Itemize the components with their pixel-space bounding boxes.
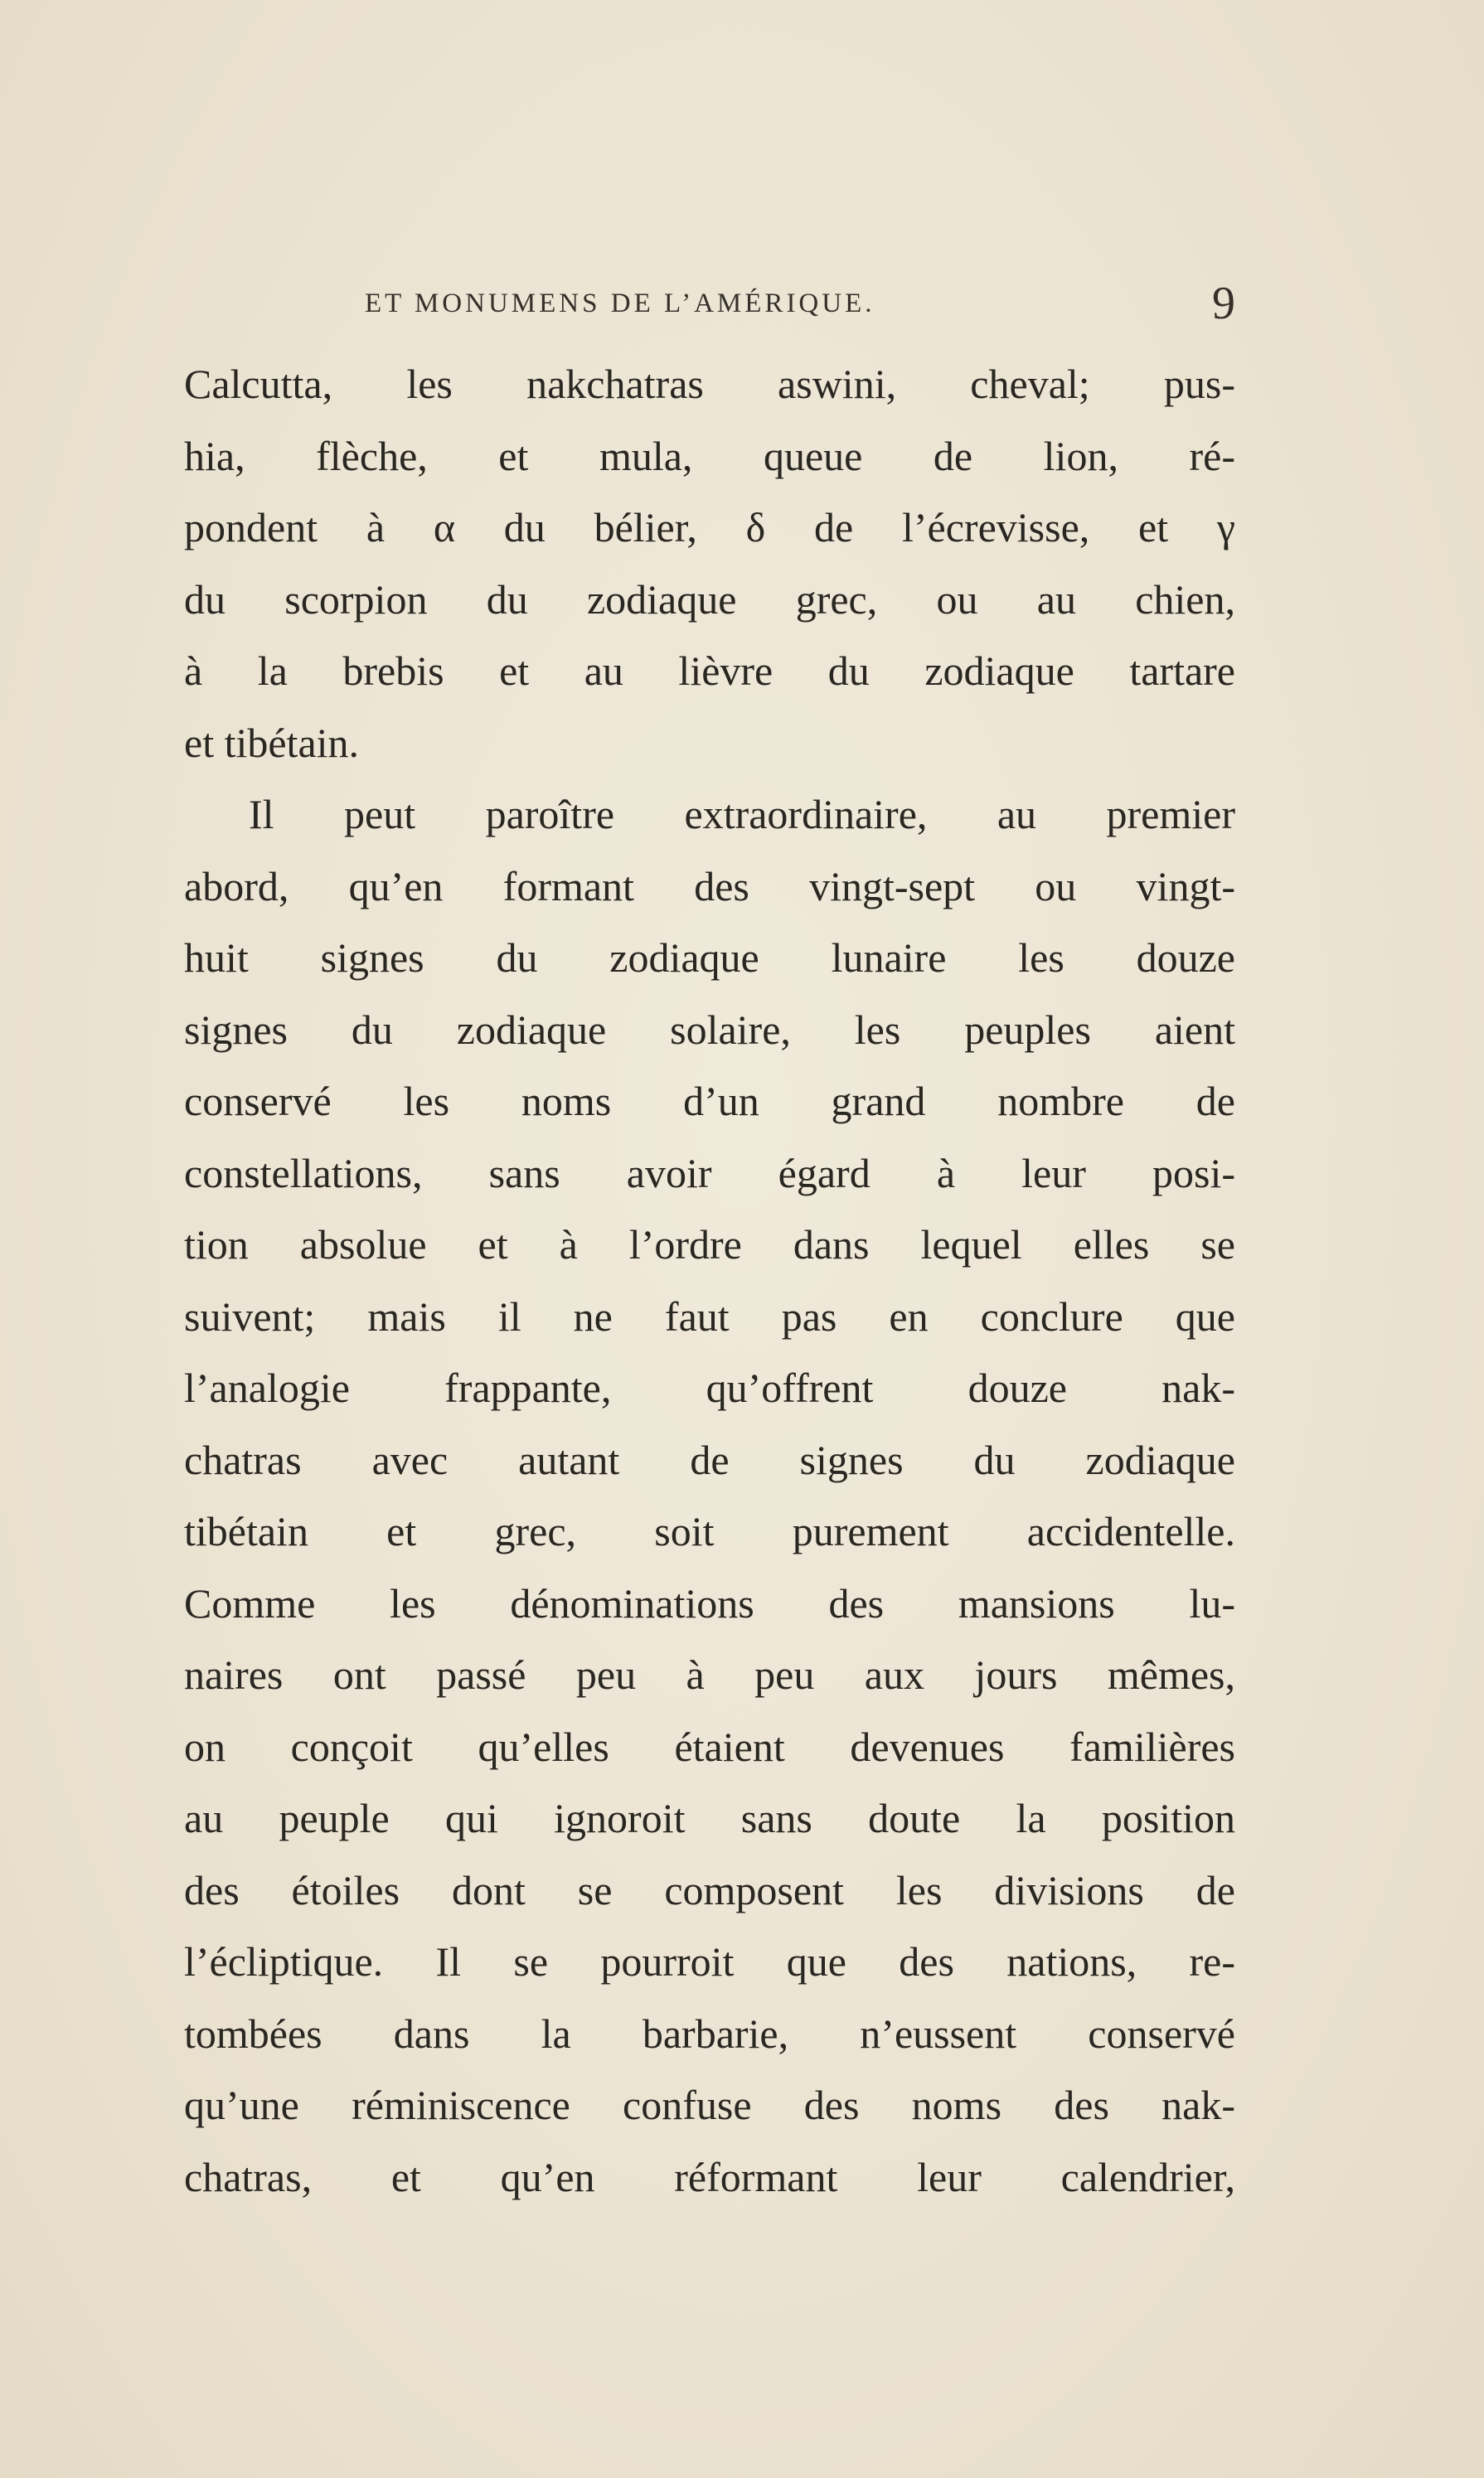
text-line: huit signes du zodiaque lunaire les douze [184,934,1235,981]
running-head: ET MONUMENS DE L’AMÉRIQUE. [365,289,875,318]
text-line: qu’une réminiscence confuse des noms des nak- [184,2082,1235,2128]
text-line: Comme les dénominations des mansions lu- [184,1579,1235,1627]
text-line: signes du zodiaque solaire, les peuples aient [184,1006,1235,1053]
text-line: chatras avec autant de signes du zodiaque [184,1436,1235,1483]
text-line: pondent à α du bélier, δ de l’écrevisse, et γ [184,504,1235,550]
text-line: suivent; mais il ne faut pas en conclure que [184,1292,1235,1340]
text-line: à la brebis et au lièvre du zodiaque tartare [184,647,1235,694]
text-line: on conçoit qu’elles étaient devenues familières [184,1723,1235,1770]
text-line: abord, qu’en formant des vingt-sept ou vingt- [184,862,1235,909]
text-line: l’analogie frappante, qu’offrent douze nak- [184,1365,1235,1411]
text-line: constellations, sans avoir égard à leur posi- [184,1149,1235,1196]
text-line: Il peut paroître extraordinaire, au premier [249,791,1235,837]
text-line: hia, flèche, et mula, queue de lion, ré- [184,432,1235,479]
page-number: 9 [1212,278,1235,329]
text-line: naires ont passé peu à peu aux jours mêmes, [184,1651,1235,1698]
text-line: l’écliptique. Il se pourroit que des nations, re- [184,1938,1235,1985]
text-line: tombées dans la barbarie, n’eussent conservé [184,2010,1235,2057]
text-line: Calcutta, les nakchatras aswini, cheval; pus- [184,361,1235,407]
text-line: tion absolue et à l’ordre dans lequel elles se [184,1221,1235,1268]
text-line: du scorpion du zodiaque grec, ou au chien, [184,575,1235,623]
text-line: des étoiles dont se composent les divisions de [184,1866,1235,1913]
page-header [365,280,1235,347]
text-line: conservé les noms d’un grand nombre de [184,1078,1235,1124]
text-line: et tibétain. [184,719,360,766]
text-line: chatras, et qu’en réformant leur calendrier, [184,2153,1235,2200]
body-text [184,348,1235,2213]
text-line: au peuple qui ignoroit sans doute la position [184,1795,1235,1841]
text-line: tibétain et grec, soit purement accidentelle. [184,1508,1235,1554]
